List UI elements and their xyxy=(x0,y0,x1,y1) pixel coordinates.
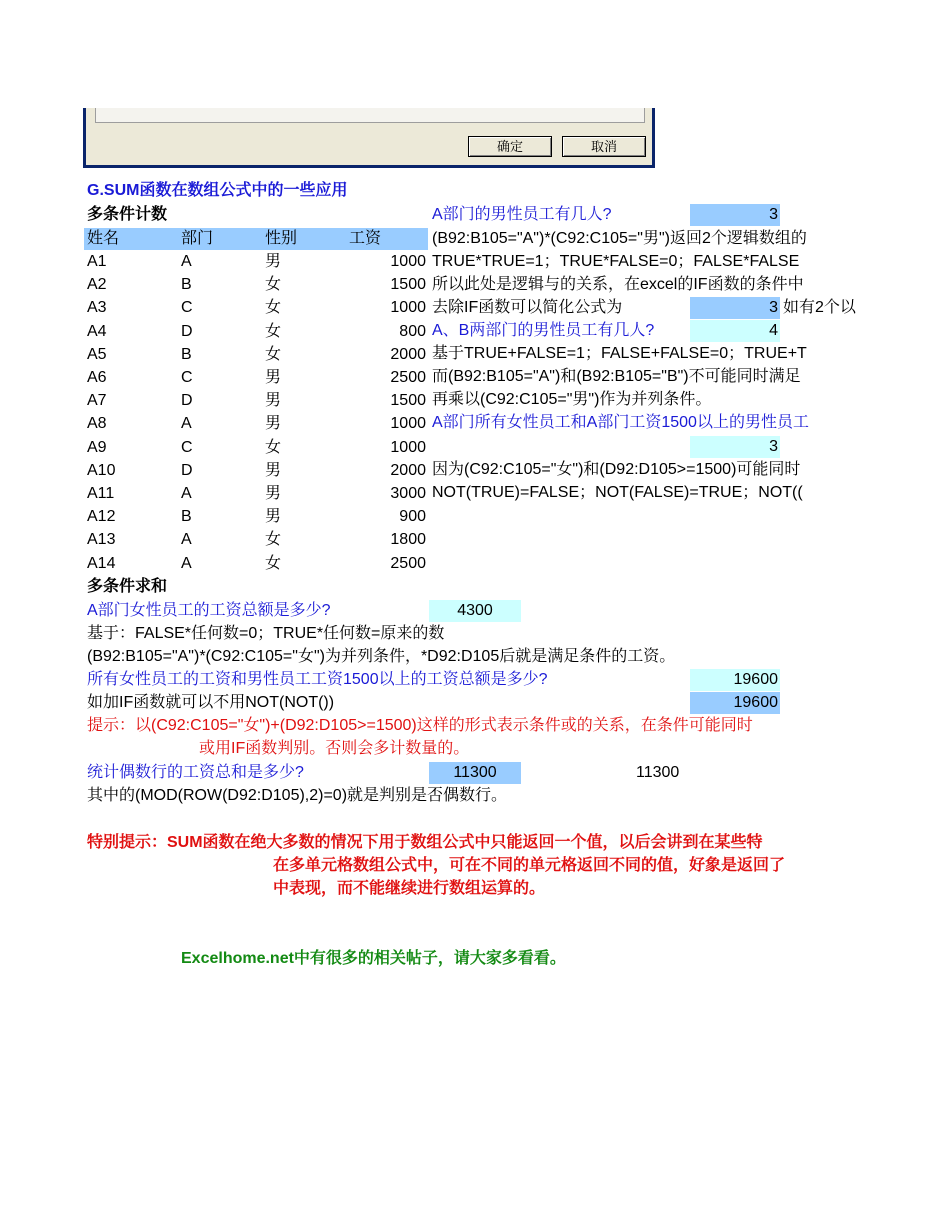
sum-answer-1[interactable]: 4300 xyxy=(429,600,521,622)
note-line-1: (B92:B105="A")*(C92:C105="男")返回2个逻辑数组的 xyxy=(432,230,807,247)
sum-question-1: A部门女性员工的工资总额是多少? xyxy=(87,602,331,619)
cell-gender[interactable]: 女 xyxy=(265,345,282,363)
cell-salary[interactable]: 1000 xyxy=(390,253,426,270)
cell-dept[interactable]: A xyxy=(181,485,192,502)
special-tip-line-2: 在多单元格数组公式中，可在不同的单元格返回不同的值，好象是返回了 xyxy=(273,857,786,874)
sum-note-3-answer[interactable]: 19600 xyxy=(690,692,780,714)
cell-name[interactable]: A5 xyxy=(87,345,107,363)
sum-note-3: 如加IF函数就可以不用NOT(NOT()) xyxy=(87,694,335,711)
note-line-8: 因为(C92:C105="女")和(D92:D105>=1500)可能同时 xyxy=(432,461,801,478)
cell-name[interactable]: A13 xyxy=(87,531,116,549)
cell-name[interactable]: A12 xyxy=(87,508,116,526)
cell-dept[interactable]: D xyxy=(181,392,193,410)
cell-name[interactable]: A6 xyxy=(87,369,107,386)
special-tip-line-1: 特别提示：SUM函数在绝大多数的情况下用于数组公式中只能返回一个值，以后会讲到在某些特 xyxy=(87,834,763,851)
header-dept: 部门 xyxy=(181,230,214,247)
cell-gender[interactable]: 男 xyxy=(265,415,282,433)
cell-dept[interactable]: D xyxy=(181,322,193,340)
cell-salary[interactable]: 2500 xyxy=(390,369,426,386)
cell-gender[interactable]: 男 xyxy=(265,392,282,410)
cell-name[interactable]: A14 xyxy=(87,554,116,572)
count-answer-3[interactable]: 3 xyxy=(690,436,780,458)
cell-dept[interactable]: C xyxy=(181,369,193,386)
note-line-3: 所以此处是逻辑与的关系，在excel的IF函数的条件中 xyxy=(432,276,804,293)
special-tip-line-3: 中表现，而不能继续进行数组运算的。 xyxy=(273,880,546,897)
cell-name[interactable]: A7 xyxy=(87,392,107,410)
cell-salary[interactable]: 1000 xyxy=(390,438,426,456)
cell-gender[interactable]: 男 xyxy=(265,508,282,526)
header-salary: 工资 xyxy=(349,230,382,247)
cell-name[interactable]: A4 xyxy=(87,322,107,340)
cell-salary[interactable]: 1000 xyxy=(390,415,426,433)
header-name: 姓名 xyxy=(87,230,120,247)
sum-hint-2: 或用IF函数判别。否则会多计数量的。 xyxy=(199,740,470,757)
count-question-1: A部门的男性员工有几人? xyxy=(432,206,612,223)
cell-gender[interactable]: 女 xyxy=(265,322,282,340)
cell-gender[interactable]: 男 xyxy=(265,461,282,479)
header-gender: 性别 xyxy=(265,230,298,247)
cell-dept[interactable]: A xyxy=(181,253,192,270)
note-line-4-answer[interactable]: 3 xyxy=(690,297,780,319)
note-line-4-tail: 如有2个以 xyxy=(783,299,856,316)
cell-name[interactable]: A8 xyxy=(87,415,107,433)
sum-answer-3-alt[interactable]: 11300 xyxy=(636,764,680,781)
cell-dept[interactable]: B xyxy=(181,276,192,294)
cell-gender[interactable]: 男 xyxy=(265,253,282,270)
multi-count-subtitle: 多条件计数 xyxy=(87,206,168,223)
note-line-5: 基于TRUE+FALSE=1；FALSE+FALSE=0；TRUE+T xyxy=(432,345,807,362)
cell-dept[interactable]: B xyxy=(181,345,192,363)
count-answer-2[interactable]: 4 xyxy=(690,320,780,342)
cell-gender[interactable]: 女 xyxy=(265,531,282,549)
sum-answer-2[interactable]: 19600 xyxy=(690,669,780,691)
cell-dept[interactable]: A xyxy=(181,554,192,572)
cell-salary[interactable]: 1800 xyxy=(390,531,426,549)
cell-gender[interactable]: 女 xyxy=(265,276,282,294)
count-question-2: A、B两部门的男性员工有几人? xyxy=(432,322,655,339)
cell-name[interactable]: A9 xyxy=(87,438,107,456)
section-title: G.SUM函数在数组公式中的一些应用 xyxy=(87,182,348,199)
cell-gender[interactable]: 男 xyxy=(265,369,282,386)
cancel-button[interactable]: 取消 xyxy=(562,136,646,157)
count-answer-1[interactable]: 3 xyxy=(690,204,780,226)
cell-salary[interactable]: 2000 xyxy=(390,345,426,363)
footer-note: Excelhome.net中有很多的相关帖子，请大家多看看。 xyxy=(181,950,566,967)
multi-sum-subtitle: 多条件求和 xyxy=(87,578,168,595)
sum-question-2: 所有女性员工的工资和男性员工工资1500以上的工资总额是多少? xyxy=(87,671,548,688)
cell-dept[interactable]: C xyxy=(181,299,193,317)
cell-salary[interactable]: 1000 xyxy=(390,299,426,317)
cell-gender[interactable]: 男 xyxy=(265,485,282,502)
cell-dept[interactable]: D xyxy=(181,461,193,479)
note-line-9: NOT(TRUE)=FALSE；NOT(FALSE)=TRUE；NOT(( xyxy=(432,484,803,501)
ok-button[interactable]: 确定 xyxy=(468,136,552,157)
cell-dept[interactable]: C xyxy=(181,438,193,456)
sum-hint-1: 提示：以(C92:C105="女")+(D92:D105>=1500)这样的形式表示条件或的关系，在条件可能同时 xyxy=(87,717,753,734)
cell-salary[interactable]: 900 xyxy=(399,508,426,526)
note-line-6: 而(B92:B105="A")和(B92:B105="B")不可能同时满足 xyxy=(432,368,801,385)
dialog-window xyxy=(83,108,655,168)
sum-note-4: 其中的(MOD(ROW(D92:D105),2)=0)就是判别是否偶数行。 xyxy=(87,787,508,804)
cell-name[interactable]: A3 xyxy=(87,299,107,317)
cell-gender[interactable]: 女 xyxy=(265,438,282,456)
cell-name[interactable]: A1 xyxy=(87,253,107,270)
sum-answer-3[interactable]: 11300 xyxy=(429,762,521,784)
cell-gender[interactable]: 女 xyxy=(265,554,282,572)
dialog-content-area xyxy=(95,108,645,123)
sum-note-1: 基于：FALSE*任何数=0；TRUE*任何数=原来的数 xyxy=(87,625,445,642)
cell-salary[interactable]: 2500 xyxy=(390,554,426,572)
cell-dept[interactable]: A xyxy=(181,415,192,433)
cell-salary[interactable]: 800 xyxy=(399,322,426,340)
note-line-4: 去除IF函数可以简化公式为 xyxy=(432,299,623,316)
cell-name[interactable]: A10 xyxy=(87,461,116,479)
cell-gender[interactable]: 女 xyxy=(265,299,282,317)
cell-salary[interactable]: 1500 xyxy=(390,276,426,294)
cell-salary[interactable]: 3000 xyxy=(390,485,426,502)
cell-name[interactable]: A11 xyxy=(87,485,115,502)
cell-salary[interactable]: 2000 xyxy=(390,461,426,479)
note-line-2: TRUE*TRUE=1；TRUE*FALSE=0；FALSE*FALSE xyxy=(432,253,800,270)
sum-question-3: 统计偶数行的工资总和是多少? xyxy=(87,764,304,781)
cell-salary[interactable]: 1500 xyxy=(390,392,426,410)
cell-dept[interactable]: A xyxy=(181,531,192,549)
count-question-3: A部门所有女性员工和A部门工资1500以上的男性员工 xyxy=(432,414,809,431)
note-line-7: 再乘以(C92:C105="男")作为并列条件。 xyxy=(432,391,712,408)
sum-note-2: (B92:B105="A")*(C92:C105="女")为并列条件，*D92:D105后就是满足条件的工资。 xyxy=(87,648,676,665)
cell-name[interactable]: A2 xyxy=(87,276,107,294)
cell-dept[interactable]: B xyxy=(181,508,192,526)
